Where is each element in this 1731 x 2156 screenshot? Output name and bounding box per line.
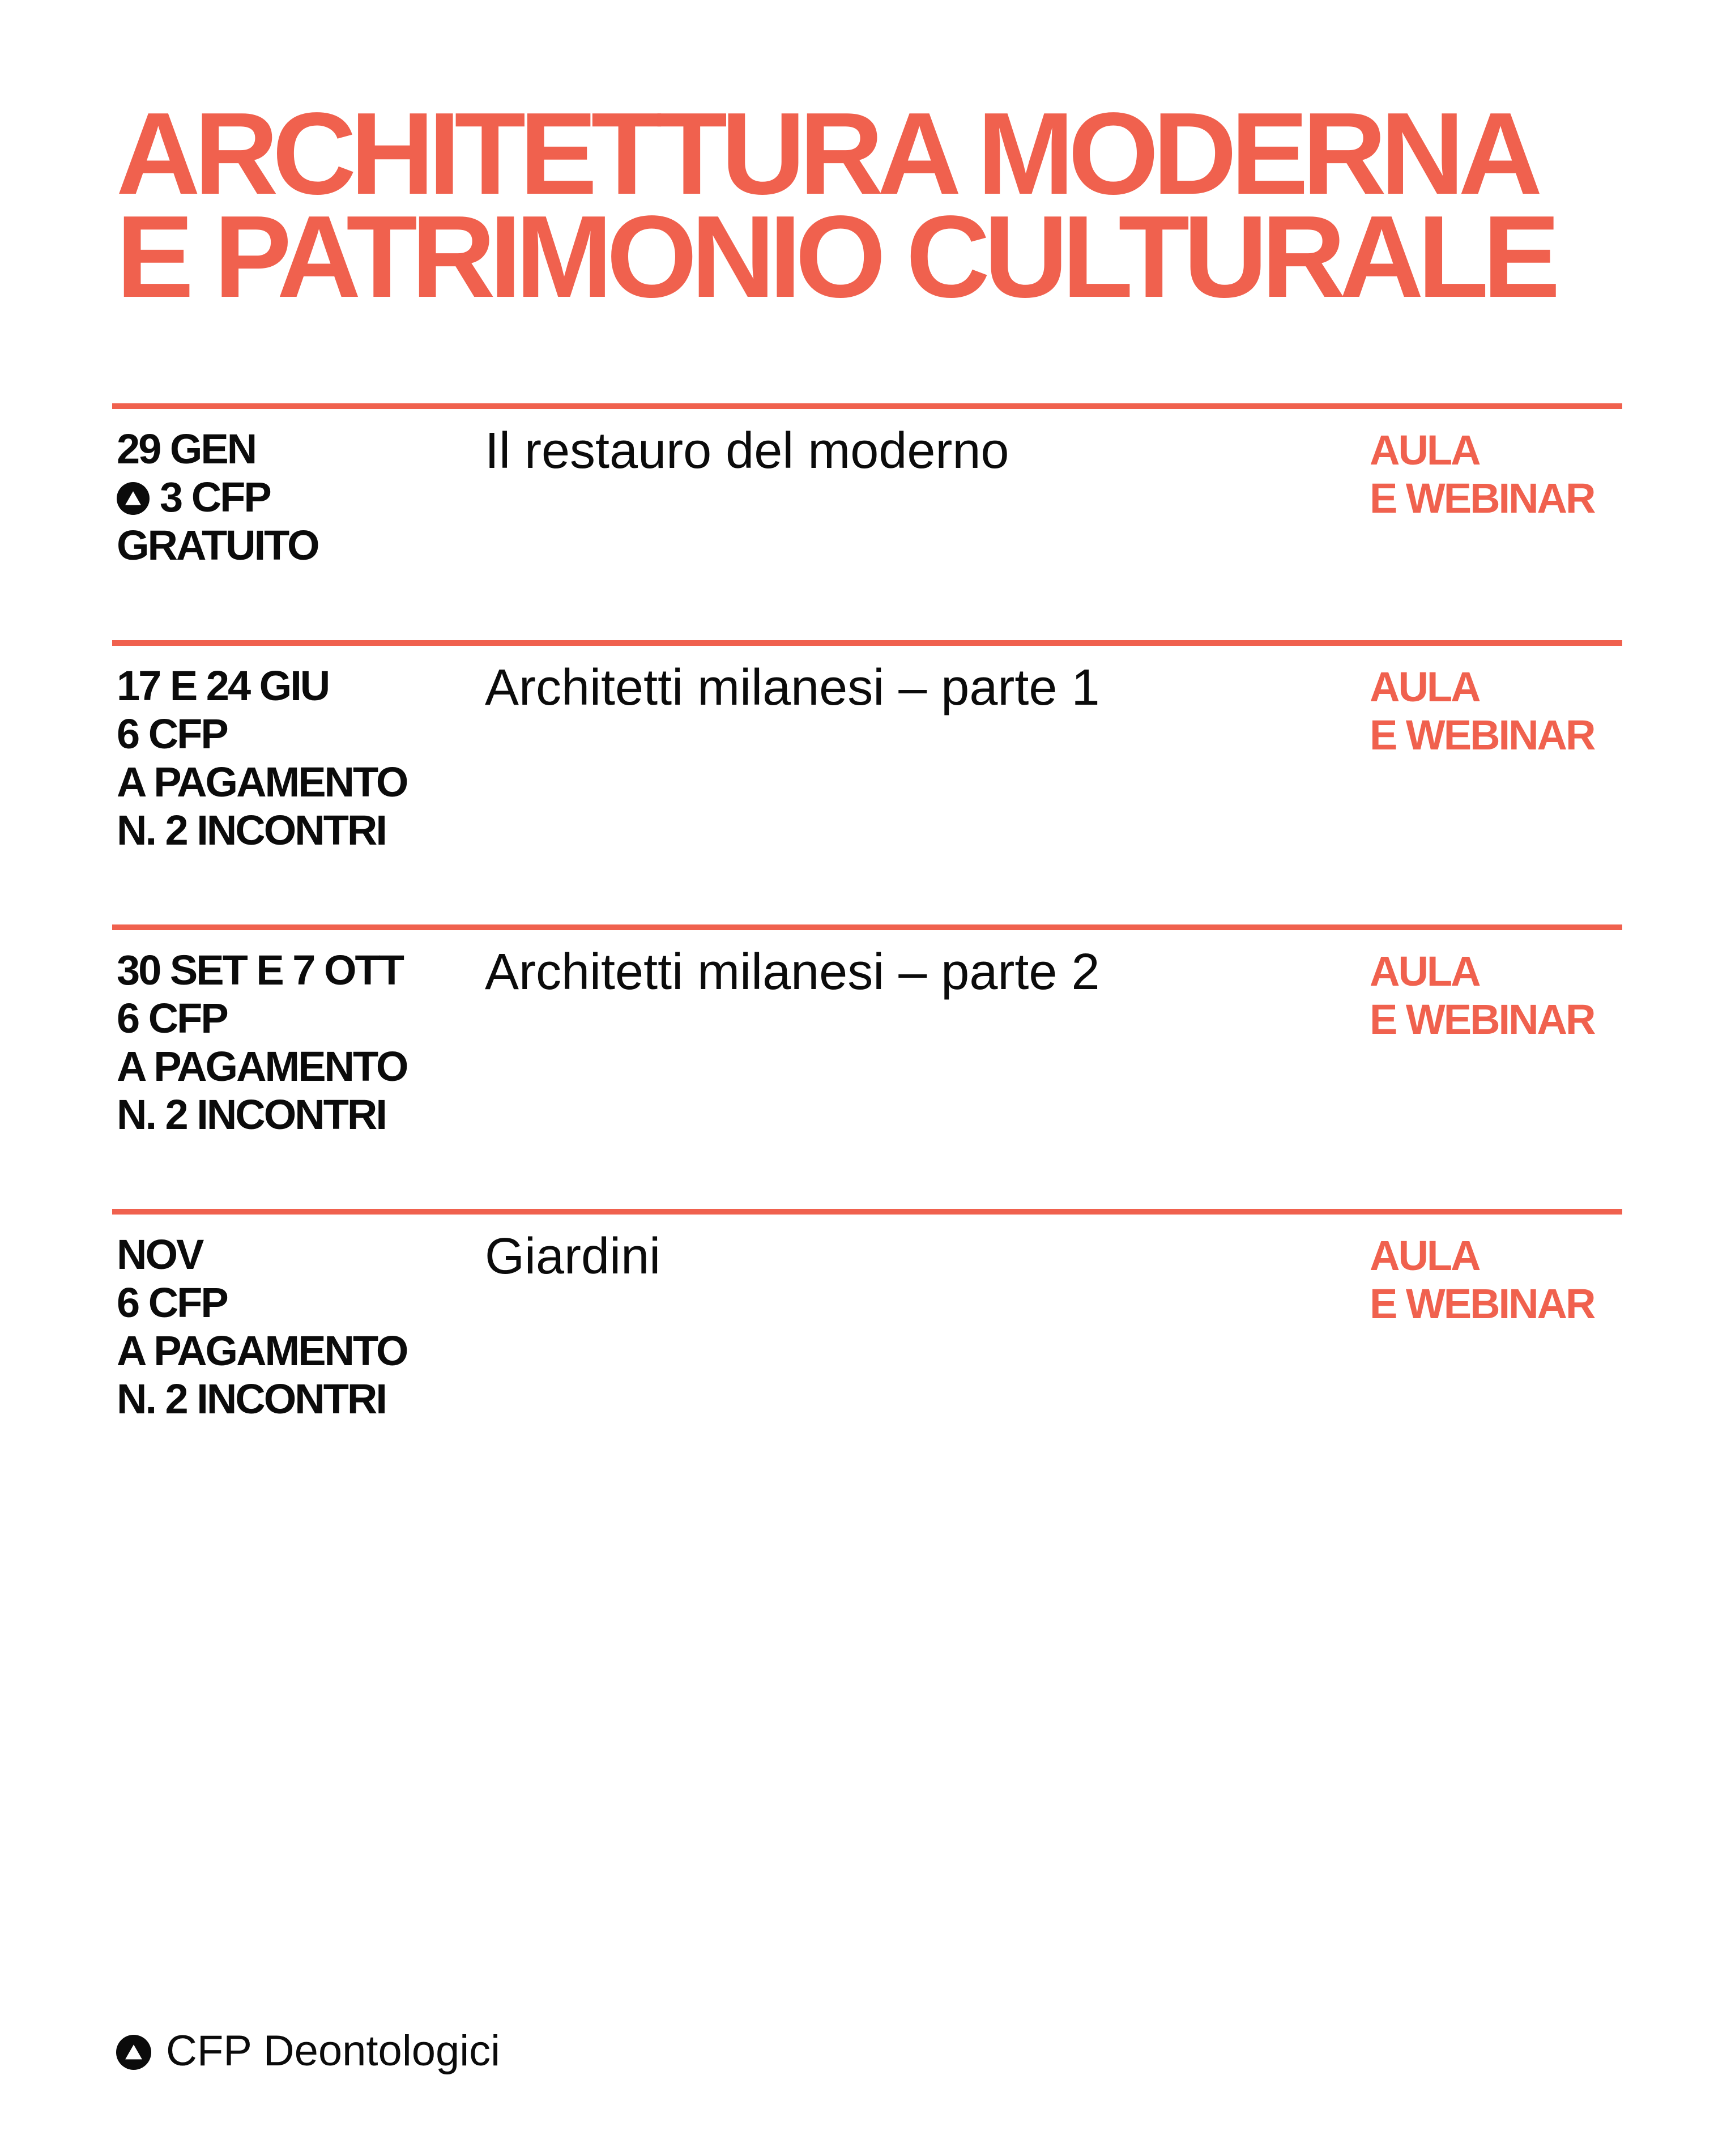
- course-date: NOV: [117, 1231, 203, 1278]
- course-meta: [117, 662, 479, 854]
- course-price: A PAGAMENTO: [117, 1327, 407, 1374]
- course-mode: [1370, 663, 1619, 759]
- course-credits: [117, 473, 479, 521]
- course-row: [112, 640, 1622, 918]
- course-title: Giardini: [485, 1228, 661, 1285]
- page-title: [116, 88, 1645, 322]
- deontological-cfp-icon: [117, 482, 150, 515]
- course-credits-value: 3 CFP: [160, 474, 270, 521]
- page-title-line-1: ARCHITETTURA MODERNA: [116, 88, 1537, 219]
- course-mode-line-2: E WEBINAR: [1370, 1280, 1594, 1327]
- course-meta: [117, 946, 479, 1139]
- course-sessions: N. 2 INCONTRI: [117, 1375, 386, 1422]
- course-mode-line-1: AULA: [1370, 1232, 1480, 1279]
- course-title: Il restauro del moderno: [485, 423, 1009, 479]
- course-row: [112, 924, 1622, 1202]
- course-title: Architetti milanesi – parte 2: [485, 944, 1100, 1000]
- course-mode: [1370, 426, 1619, 522]
- course-date: 30 SET E 7 OTT: [117, 947, 403, 994]
- course-mode-line-2: E WEBINAR: [1370, 711, 1594, 759]
- course-credits: 6 CFP: [117, 1279, 227, 1326]
- course-mode-line-1: AULA: [1370, 948, 1480, 995]
- course-mode: [1370, 947, 1619, 1043]
- course-date: 29 GEN: [117, 425, 256, 472]
- deontological-cfp-icon: [116, 2035, 151, 2070]
- course-credits: 6 CFP: [117, 995, 227, 1042]
- course-credits: 6 CFP: [117, 710, 227, 757]
- course-mode-line-1: AULA: [1370, 427, 1480, 474]
- footer-legend: [116, 2026, 500, 2077]
- course-row: [112, 1209, 1622, 1486]
- course-date: 17 E 24 GIU: [117, 662, 329, 709]
- course-meta: [117, 1230, 479, 1423]
- course-row: [112, 403, 1622, 636]
- course-mode-line-2: E WEBINAR: [1370, 996, 1594, 1043]
- course-price: A PAGAMENTO: [117, 759, 407, 806]
- footer-legend-text: CFP Deontologici: [166, 2027, 501, 2075]
- course-meta: [117, 425, 479, 569]
- course-mode: [1370, 1232, 1619, 1328]
- course-price: GRATUITO: [117, 522, 318, 569]
- course-title: Architetti milanesi – parte 1: [485, 659, 1100, 716]
- course-mode-line-1: AULA: [1370, 663, 1480, 710]
- course-sessions: N. 2 INCONTRI: [117, 1091, 386, 1138]
- course-mode-line-2: E WEBINAR: [1370, 475, 1594, 522]
- course-sessions: N. 2 INCONTRI: [117, 807, 386, 854]
- course-price: A PAGAMENTO: [117, 1043, 407, 1090]
- page-title-line-2: E PATRIMONIO CULTURALE: [116, 191, 1554, 322]
